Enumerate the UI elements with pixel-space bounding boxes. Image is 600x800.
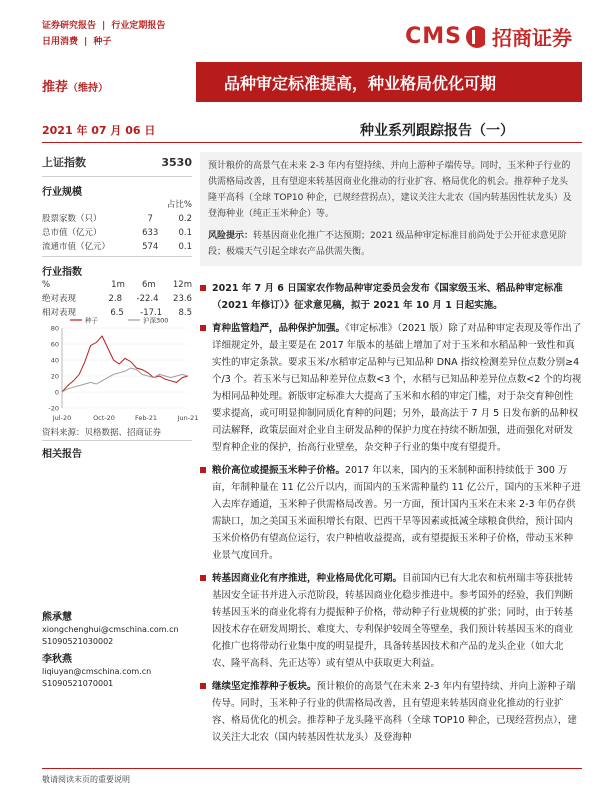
table-row [42,226,192,240]
industry-perf-title: 行业指数 [42,267,82,278]
y-tick-label: 0 [54,388,59,397]
row-value: 7 [147,214,153,224]
bullet-text: 目前国内已有大北农和杭州瑞丰等获批转基因安全证书并进入示范阶段，转基因商业化稳步推进中。参考国外的经验，我们判断转基因玉米的商业化将有力提振种子价格，带动种子行业规模的扩张；同时，由于转基因技术存在研发周期长、难度大、专利保护较周全等壁垒，我们预计转基因玉米的商业化推广也将带动行业集中度的明显提升，具备转基因技术和产品的龙头企业（如大北农、隆平高科、先正达等）或有望从中获取更大利益。 [212,573,574,669]
footer-divider [42,768,582,769]
bullet-icon [200,575,206,581]
analyst-name: 熊承慧 [42,612,72,623]
analyst-name: 李秋燕 [42,654,72,665]
x-tick-label: Jul-20 [52,414,72,422]
industry-scale [42,176,192,254]
col-header: % [42,280,51,290]
summary-paragraph: 预计粮价的高景气在未来 2-3 年内有望持续、并向上游种子端传导。同时，玉米种子行业的供需格局改善，且有望迎来转基因商业化推动的行业扩容、格局优化的机会。推荐种子龙头隆平高科（全球 TOP10 种企，已规经营拐点），建议关注大北农（国内转基因性状龙头）及登海种业（纯正玉米种企）等。 [208,161,572,219]
legend-label: 沪深300 [143,316,169,325]
col-header: 6m [142,280,156,290]
risk-text: 转基因商业化推广不达预期；2021 级品种审定标准目前尚处于公开征求意见阶段；极端天气引起全球农产品供需失衡。 [208,231,567,257]
footer-note: 敬请阅读末页的重要说明 [42,775,130,784]
bullet-icon [200,285,206,291]
bullet-list [200,280,582,752]
related-title: 相关报告 [42,449,82,460]
row-label: 相对表现 [42,308,77,318]
y-tick-label: 20 [50,372,59,381]
row-value: -22.4 [136,294,159,304]
rating-label: 推荐 [42,80,69,95]
y-tick-label: 60 [50,340,59,349]
table-row [42,212,192,226]
tag-subsector: 种子 [93,37,112,47]
row-label: 绝对表现 [42,294,77,304]
chart-source: 资料来源：贝格数据、招商证券 [42,428,162,438]
analyst-card [42,612,179,648]
row-value: 2.8 [108,294,123,304]
analyst-email[interactable]: xiongchenghui@cmschina.com.cn [42,625,179,634]
index-label: 上证指数 [42,156,86,169]
page-title: 品种审定标准提高，种业格局优化可期 [224,73,497,93]
bullet-icon [200,467,206,473]
risk-label: 风险提示： [208,231,254,241]
industry-performance [42,256,192,320]
y-tick-label: -20 [48,404,59,413]
report-tags [42,18,165,50]
row-label: 总市值（亿元） [42,228,102,238]
row-pct: 0.1 [178,242,192,252]
row-value: 6.5 [110,308,124,318]
row-pct: 0.2 [178,214,192,224]
list-item [200,280,582,314]
series-title: 种业系列跟踪报告（一） [360,123,514,139]
company-logo [405,22,572,51]
row-value: 23.6 [173,294,192,304]
col-header: 1m [111,280,125,290]
bullet-icon [200,325,206,331]
logo-cms-text: CMS [405,24,462,49]
list-item [200,462,582,564]
row-value: 8.5 [178,308,192,318]
perf-header-row [42,278,192,292]
row-pct: 0.1 [178,228,192,238]
legend-label: 种子 [85,316,98,325]
bullet-lead: 继续坚定推荐种子板块。 [212,681,317,692]
tag-separator: | [84,37,88,47]
bullet-lead: 2021 年 7 月 6 日国家农作物品种审定委员会发布《国家级玉米、稻品种审定标准（2021 年修订）》征求意见稿，拟于 2021 年 10 月 1 日起实施。 [212,283,563,311]
bullet-icon [200,683,206,689]
rating [42,76,108,95]
index-value: 3530 [161,156,192,169]
x-tick-label: Feb-21 [134,414,158,422]
x-tick-label: Oct-20 [93,414,115,422]
analyst-id: S1090521070001 [42,679,114,688]
y-tick-label: 40 [50,356,59,365]
tag-periodic-report: 行业定期报告 [111,21,166,31]
logo-mark-icon [466,26,488,48]
bullet-lead: 粮价高位或提振玉米种子价格。 [212,465,346,476]
list-item [200,320,582,456]
x-tick-label: Jun-21 [177,414,199,422]
list-item [200,570,582,672]
row-label: 股票家数（只） [42,214,102,224]
row-value: 633 [142,228,159,238]
risk-note [208,228,574,260]
table-row [42,240,192,254]
bullet-text: 2017 年以来，国内的玉米制种面积持续低于 300 万亩，年制种量在 11 亿公斤以内，而国内的玉米需种量约 11 亿公斤，国内的玉米种子进入去库存通道，玉米种子供需格局改善。另一方面，预计国内玉米在未来 2-3 年仍存供需缺口，加之美国玉米面积增长有限、巴西干旱等因素或抵减全球粮食供给，预计国内玉米价格仍有望高位运行，农户种植收益提高，或有望提振玉米种子价格，带动玉米种业景气度回升。 [212,465,581,561]
series-line-seed [62,336,188,392]
bullet-text: 《审定标准》（2021 版）除了对品种审定表现及等作出了详细规定外，最主要是在 2017 年版本的基础上增加了对于玉米和水稻品种一致性和真实性的审定条款。要求玉米/水稻审定品种与已知品种 DNA 指纹检测差异位点数分别≥4 个/3 个。若玉米与已知品种差异位点数<3 个，水稻与已知品种差异位点数<2 个的均视为相同品种处理。新版审定标准大大提高了玉米和水稻的审定门槛，对于杂交育种创性要求提高，或可明显抑制同质化育种的问题；另外，最高法于 7 月 5 日发布新的品种权司法解释，政策层面对企业自主研发品种的保护力度在持续不断加强，进而强化对研发型育种企业的保护，抬高行业壁垒，杂交种子行业的集中度有望提升。 [212,323,582,453]
row-label: 流通市值（亿元） [42,242,111,252]
report-date: 2021 年 07 月 06 日 [42,124,156,137]
tag-separator: | [102,21,106,31]
pct-header: 占比% [166,200,192,210]
tag-sector: 日用消费 [42,37,79,47]
rating-note: （维持） [68,83,109,94]
index-block [42,156,192,170]
y-tick-label: 80 [50,324,59,333]
title-banner [196,62,582,102]
list-item [200,678,582,746]
bullet-lead: 育种监管趋严，品种保护加强。 [212,323,346,334]
bullet-text: 预计粮价的高景气在未来 2-3 年内有望持续、并向上游种子端传导。同时，玉米种子行业的供需格局改善，且有望迎来转基因商业化推动的行业扩容、格局优化的机会。推荐种子龙头隆平高科（全球 TOP10 种企，已现经营拐点），建议关注大北农（国内转基因性状龙头）及登海种 [212,681,577,743]
col-header: 12m [172,280,192,290]
divider [42,142,582,143]
table-row [42,292,192,306]
row-value: 574 [142,242,159,252]
related-reports [42,440,192,460]
industry-scale-title: 行业规模 [42,187,82,198]
analyst-card [42,654,151,690]
tag-research-report: 证券研究报告 [42,21,97,31]
analyst-id: S1090521030002 [42,637,114,646]
logo-cn-text: 招商证券 [492,26,572,50]
row-value: -17.1 [140,308,163,318]
summary-box [200,152,582,266]
performance-chart [42,314,199,424]
bullet-lead: 转基因商业化有序推进，种业格局优化可期。 [212,573,403,584]
analyst-email[interactable]: liqiuyan@cmschina.com.cn [42,667,152,676]
